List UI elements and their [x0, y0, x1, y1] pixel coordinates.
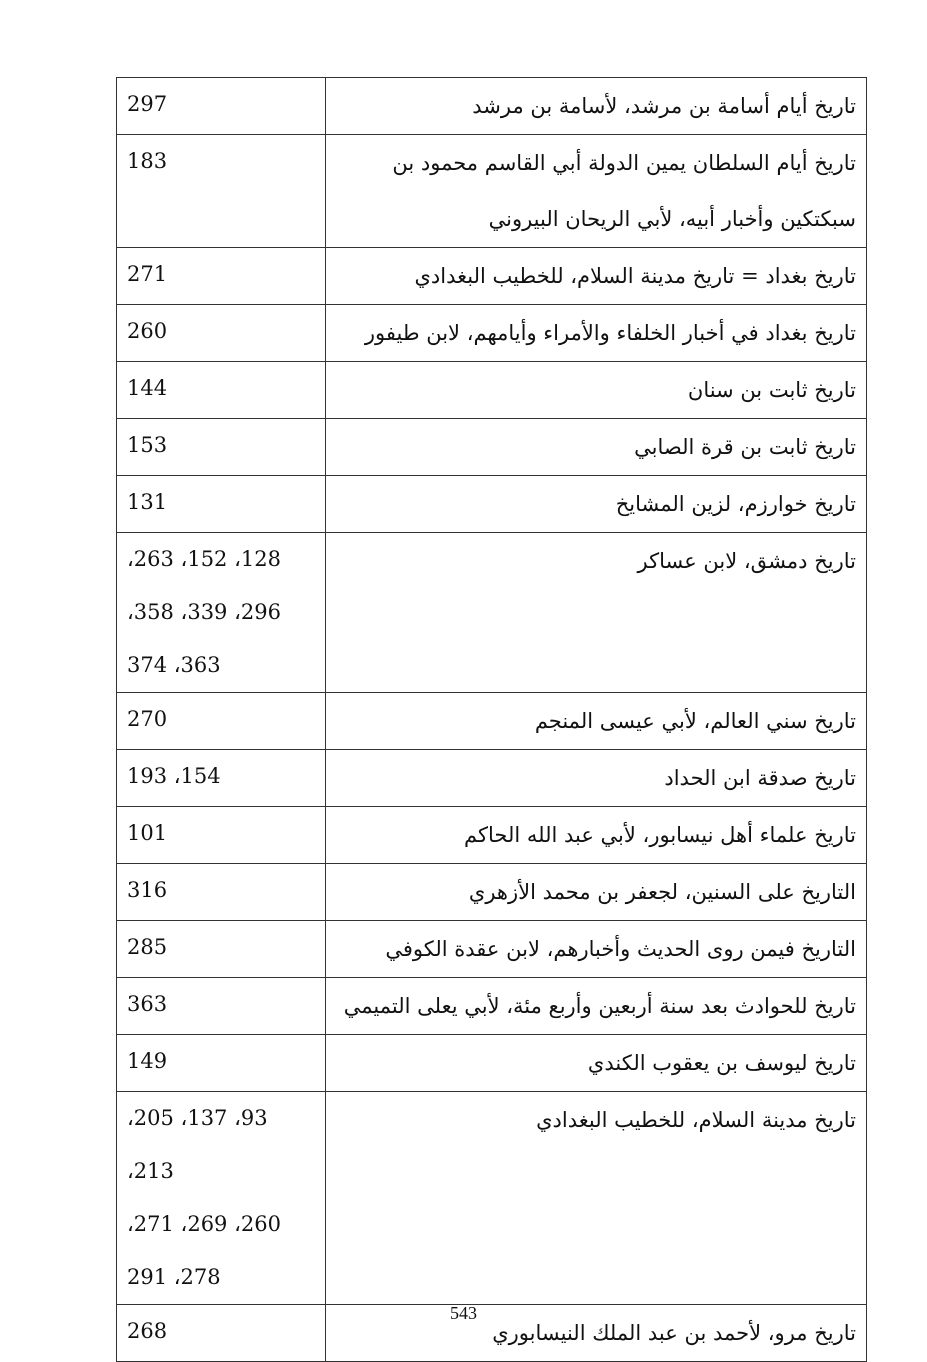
book-title: تاريخ دمشق، لابن عساكر: [326, 533, 867, 693]
index-row: [117, 305, 867, 362]
page-reference-line: 154، 193: [127, 764, 221, 788]
page-reference-line: 296، 339، 358،: [127, 600, 281, 624]
page-references: [117, 921, 326, 978]
page-reference-line: 271: [127, 262, 168, 286]
page-reference-line: 278، 291: [127, 1265, 221, 1289]
page-reference-line: 101: [127, 821, 168, 845]
book-title: تاريخ ثابت بن قرة الصابي: [326, 419, 867, 476]
page-reference-line: 153: [127, 433, 168, 457]
index-row: [117, 864, 867, 921]
book-title: تاريخ علماء أهل نيسابور، لأبي عبد الله الحاكم: [326, 807, 867, 864]
book-title: تاريخ مرو، لأحمد بن عبد الملك النيسابوري: [326, 1305, 867, 1362]
book-title: تاريخ خوارزم، لزين المشايخ: [326, 476, 867, 533]
book-title: تاريخ صدقة ابن الحداد: [326, 750, 867, 807]
book-title: تاريخ بغداد = تاريخ مدينة السلام، للخطيب البغدادي: [326, 248, 867, 305]
index-row: [117, 248, 867, 305]
page-references: [117, 693, 326, 750]
page-references: [117, 1035, 326, 1092]
page-reference-line: 270: [127, 707, 168, 731]
book-title: التاريخ على السنين، لجعفر بن محمد الأزهري: [326, 864, 867, 921]
page-reference-line: 268: [127, 1319, 168, 1343]
page-reference-line: 363: [127, 992, 168, 1016]
page-references: [117, 1092, 326, 1305]
index-row: [117, 362, 867, 419]
page-number: 543: [450, 1303, 477, 1323]
index-row: [117, 533, 867, 693]
index-row: [117, 921, 867, 978]
index-row: [117, 135, 867, 248]
index-row: [117, 807, 867, 864]
page-reference-line: 285: [127, 935, 168, 959]
page-references: [117, 978, 326, 1035]
page-references: [117, 533, 326, 693]
index-row: [117, 419, 867, 476]
page-reference-line: 144: [127, 376, 168, 400]
page-reference-line: 297: [127, 92, 168, 116]
index-row: [117, 476, 867, 533]
index-row: [117, 1092, 867, 1305]
page-reference-line: 316: [127, 878, 168, 902]
book-title: تاريخ بغداد في أخبار الخلفاء والأمراء وأيامهم، لابن طيفور: [326, 305, 867, 362]
book-title: تاريخ سني العالم، لأبي عيسى المنجم: [326, 693, 867, 750]
page-references: [117, 362, 326, 419]
page-reference-line: 128، 152، 263،: [127, 547, 281, 571]
page-reference-line: 93، 137، 205، 213،: [127, 1106, 268, 1183]
book-title: التاريخ فيمن روى الحديث وأخبارهم، لابن عقدة الكوفي: [326, 921, 867, 978]
page-references: [117, 864, 326, 921]
index-row: [117, 1035, 867, 1092]
page-reference-line: 363، 374: [127, 653, 221, 677]
page-references: [117, 248, 326, 305]
page-references: [117, 476, 326, 533]
index-row: [117, 750, 867, 807]
index-body: [117, 78, 867, 1362]
index-row: [117, 693, 867, 750]
book-title: تاريخ ليوسف بن يعقوب الكندي: [326, 1035, 867, 1092]
page-reference-line: 183: [127, 149, 168, 173]
book-title: تاريخ أيام أسامة بن مرشد، لأسامة بن مرشد: [326, 78, 867, 135]
book-title: تاريخ للحوادث بعد سنة أربعين وأربع مئة، لأبي يعلى التميمي: [326, 978, 867, 1035]
page-reference-line: 260، 269، 271،: [127, 1212, 281, 1236]
index-row: [117, 978, 867, 1035]
page-reference-line: 260: [127, 319, 168, 343]
page-reference-line: 149: [127, 1049, 168, 1073]
page-references: [117, 807, 326, 864]
page-references: [117, 750, 326, 807]
page-reference-line: 131: [127, 490, 168, 514]
page-references: [117, 419, 326, 476]
book-title: تاريخ مدينة السلام، للخطيب البغدادي: [326, 1092, 867, 1305]
book-title: تاريخ أيام السلطان يمين الدولة أبي القاسم محمود بن سبكتكين وأخبار أبيه، لأبي الريحان البيروني: [326, 135, 867, 248]
index-table: [116, 77, 867, 1362]
page-references: [117, 305, 326, 362]
index-row: [117, 78, 867, 135]
page-references: [117, 135, 326, 248]
page-references: [117, 78, 326, 135]
book-title: تاريخ ثابت بن سنان: [326, 362, 867, 419]
